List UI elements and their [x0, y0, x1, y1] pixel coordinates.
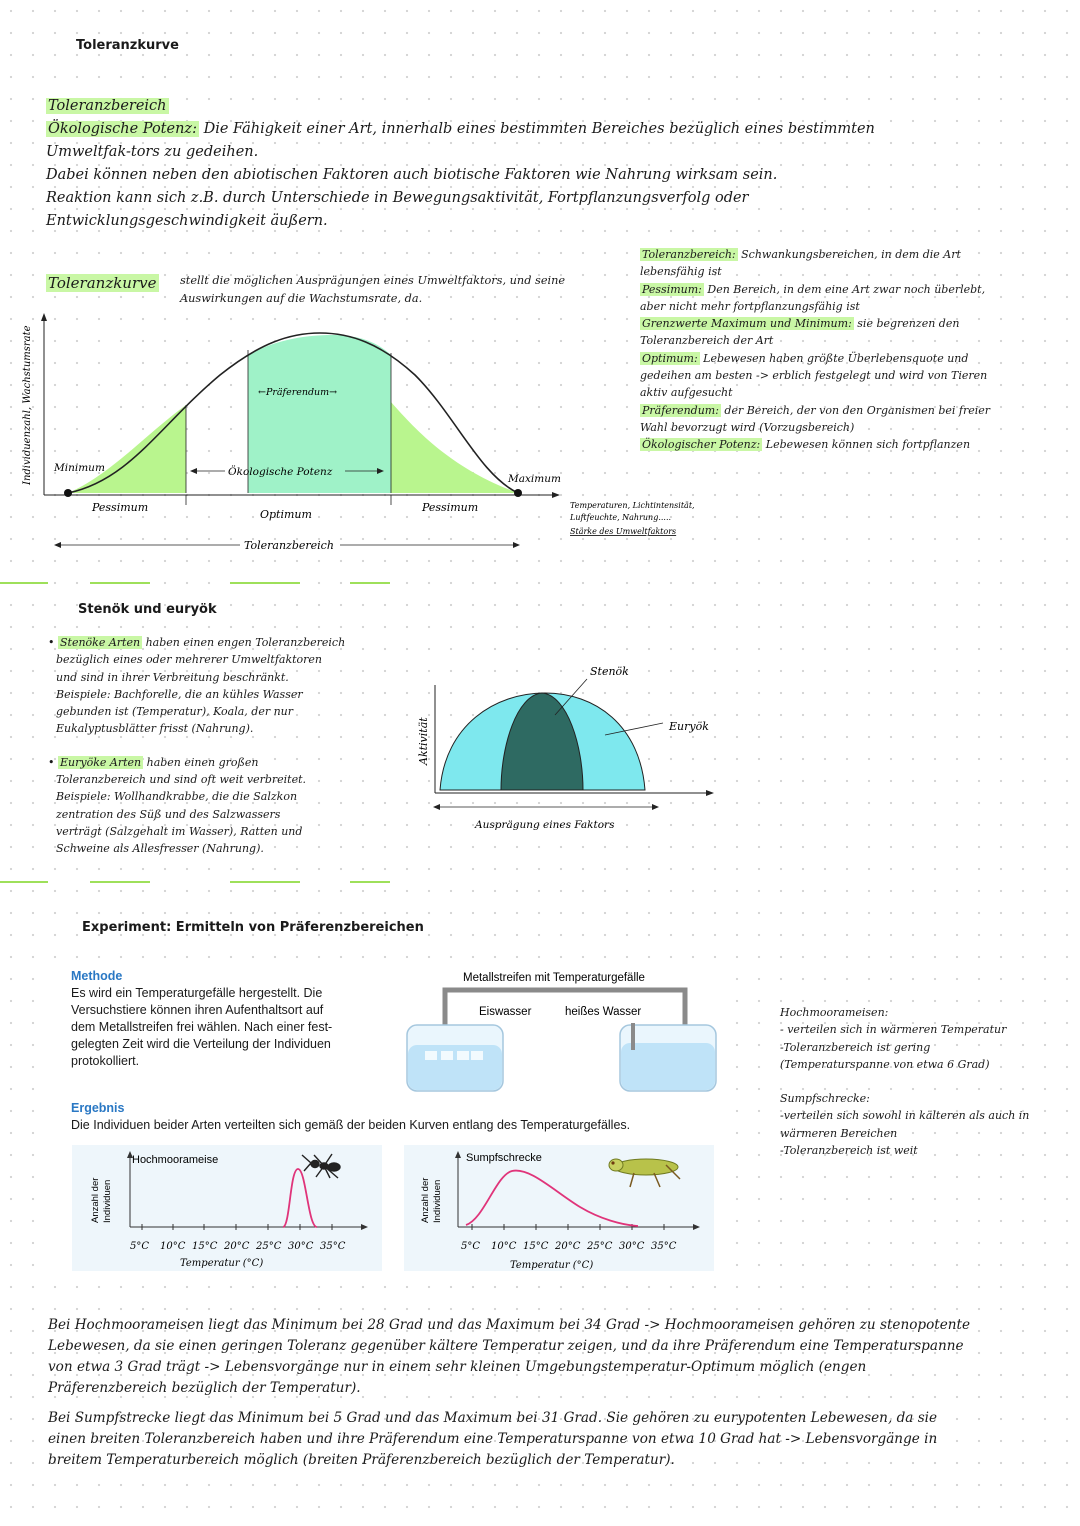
separator — [90, 881, 150, 883]
x-tick-label: 25°C — [256, 1241, 282, 1252]
y-label-2: Individuen — [432, 1179, 443, 1223]
stenoek-label: Stenök — [590, 665, 629, 678]
hochmoorameise-chart — [72, 1145, 382, 1271]
pessimum-left-label: Pessimum — [92, 501, 149, 514]
toleranzkurve-desc: stellt die möglichen Ausprägungen eines Umweltfaktors, und seine Auswirkungen auf die Wachstumsrate, da. — [180, 274, 566, 305]
minimum-point — [64, 489, 72, 497]
x-axis-label-3: Stärke des Umweltfaktors — [570, 527, 677, 536]
maximum-point — [514, 489, 522, 497]
separator — [350, 881, 390, 883]
x-tick-label: 10°C — [160, 1241, 186, 1252]
heisses-wasser-label: heißes Wasser — [565, 1006, 642, 1018]
x-axis-label-1: Temperaturen, Lichtintensität, — [570, 501, 695, 510]
y-axis-label: Individuenzahl, Wachstumsrate — [22, 325, 33, 485]
hoch-title: Hochmoorameisen: — [780, 1006, 889, 1019]
x-tick-label: 35°C — [651, 1241, 677, 1252]
minimum-label: Minimum — [54, 462, 105, 474]
potenz-text: Die Fähigkeit einer Art, innerhalb eines bestimmten Bereiches bezüglich eines bestimmten — [203, 121, 875, 137]
potenz-term: Ökologische Potenz: — [48, 121, 197, 137]
ergebnis-title: Ergebnis — [71, 1101, 125, 1115]
y-label-1: Anzahl der — [90, 1177, 101, 1223]
x-tick-label: 20°C — [224, 1241, 250, 1252]
separator — [350, 582, 390, 584]
def-term: Toleranzbereich: — [642, 248, 736, 261]
def-term: Ökologischer Potenz: — [642, 438, 761, 452]
pessimum-left-fill — [68, 405, 186, 493]
intro-line-3: Dabei können neben den abiotischen Faktoren auch biotische Faktoren wie Nahrung wirksam sein. — [46, 167, 778, 183]
x-axis-title: Temperatur (°C) — [510, 1260, 594, 1271]
species-notes: Hochmoorameisen: - verteilen sich in wärmeren Temperatur -Toleranzbereich ist gering (Temperaturspanne von etwa 6 Grad) Sumpfschrecke: -verteilen sich sowohl in kälteren als auch in wärmeren Bereichen -Toleranzbereich ist weit — [780, 1004, 1070, 1159]
sumpfschrecke-chart — [404, 1145, 714, 1271]
apparatus-title: Metallstreifen mit Temperaturgefälle — [463, 972, 645, 984]
x-axis-title: Temperatur (°C) — [180, 1258, 264, 1269]
maximum-label: Maximum — [508, 473, 561, 485]
separator — [90, 582, 150, 584]
faktor-label: Ausprägung eines Faktors — [475, 819, 615, 831]
optimum-label: Optimum — [260, 508, 312, 521]
euryoek-label: Euryök — [669, 720, 709, 733]
methode-block: Methode Es wird ein Temperaturgefälle hergestellt. Die Versuchstiere können ihren Aufenthaltsort auf dem Metallstreifen frei wählen. Nach einer fest- gelegten Zeit wird die Verteilung der Individuen protokolliert. — [71, 968, 401, 1070]
y-label-1: Anzahl der — [420, 1177, 431, 1223]
x-axis-label-2: Luftfeuchte, Nahrung..... — [570, 513, 672, 522]
def-term: Optimum: — [642, 351, 698, 365]
intro-line-4: Reaktion kann sich z.B. durch Unterschiede in Bewegungsaktivität, Fortpflanzungsverfolg oder — [46, 190, 749, 206]
chart-right-title: Sumpfschrecke — [466, 1152, 542, 1164]
def-term: Präferendum: — [642, 403, 719, 417]
page-title: Toleranzkurve — [76, 38, 179, 53]
intro-heading: Toleranzbereich — [48, 98, 167, 114]
potenz-text-cont: Umweltfak-tors zu gedeihen. — [46, 144, 259, 160]
conclusion-paragraph-2: Bei Sumpfstrecke liegt das Minimum bei 5 Grad und das Maximum bei 31 Grad. Sie gehören zu eurypotenten Lebewesen, da sie einen breiten Toleranzbereich haben und ihre Präferendum eine Temperaturspanne von etwa 10 Grad hat -> Lebensvorgänge in breitem Temperaturbereich möglich (breiten Präferenzbereich bezüglich der Temperatur). — [48, 1410, 938, 1468]
y-label-2: Individuen — [102, 1179, 113, 1223]
tolerance-curve-diagram — [0, 305, 740, 560]
separator — [230, 582, 300, 584]
stenoek-euryoek-chart — [405, 655, 735, 840]
stenoek-heading: Stenök und euryök — [78, 602, 217, 617]
oekopotenz-label: Ökologische Potenz — [228, 466, 333, 478]
x-tick-label: 5°C — [461, 1241, 481, 1252]
x-tick-label: 25°C — [587, 1241, 613, 1252]
stenoek-text: • Stenöke Arten haben einen engen Toleranzbereich bezüglich eines oder mehrerer Umweltfaktoren und sind in ihrer Verbreitung beschränkt. Beispiele: Bachforelle, die an kühles Wasser gebunden ist (Temperatur), Koala, der nur Eukalyptusblätter frisst (Nahrung). • Euryöke Arten haben einen großen Toleranzbereich und sind oft weit verbreitet. Beispiele: Wollhandkrabbe, die die Salzkon zentration des Süß und des Salzwassers verträgt (Salzgehalt im Wasser), Ratten und Schweine als Allesfresser (Nahrung). — [48, 636, 346, 856]
separator — [0, 881, 48, 883]
x-tick-label: 15°C — [523, 1241, 549, 1252]
separator — [0, 582, 48, 584]
apparatus-illustration — [395, 965, 725, 1100]
aktivitaet-label: Aktivität — [417, 717, 430, 765]
x-tick-label: 10°C — [491, 1241, 517, 1252]
toleranzbereich-label: Toleranzbereich — [244, 539, 334, 552]
x-tick-label: 30°C — [619, 1241, 645, 1252]
def-term: Grenzwerte Maximum und Minimum: — [642, 317, 852, 331]
toleranzkurve-label: Toleranzkurve — [48, 274, 157, 292]
eiswasser-label: Eiswasser — [479, 1006, 532, 1018]
praeferendum-label: ←Präferendum→ — [258, 387, 338, 398]
ergebnis-block — [71, 1100, 731, 1134]
def-term: Pessimum: — [642, 282, 702, 296]
conclusion-paragraph-1: Bei Hochmoorameisen liegt das Minimum bei 28 Grad und das Maximum bei 34 Grad -> Hochmoorameisen gehören zu stenopotente Lebewesen, da sie einen geringen Toleranz gegenüber kältere Temperatur zeigen, und da ihre Präferendum eine Temperaturspanne von etwa 3 Grad trägt -> Lebensvorgänge nur in einem sehr kleinen Umgebungstemperatur-Optimum möglich (engen Präferenzbereich bezüglich der Temperatur). — [48, 1317, 971, 1396]
experiment-heading: Experiment: Ermitteln von Präferenzbereichen — [82, 920, 424, 935]
definitions-list: Toleranzbereich: Schwankungsbereichen, in dem die Art lebensfähig ist Pessimum: Den Bereich, in dem eine Art zwar noch überlebt, aber nicht mehr fortpflanzungsfähig ist Grenzwerte Maximum und Minimum: sie begrenzen den Toleranzbereich der Art Optimum: Lebewesen haben größte Überlebensquote und gedeihen am besten -> erblich festgelegt und wird von Tieren aktiv aufgesucht Präferendum: der Bereich, der von den Organismen bei freier Wahl bevorzugt wird (Vorzugsbereich) Ökologischer Potenz: Lebewesen können sich fortpflanzen — [640, 248, 991, 452]
methode-title: Methode — [71, 969, 123, 983]
chart-left-title: Hochmoorameise — [132, 1154, 219, 1166]
intro-line-5: Entwicklungsgeschwindigkeit äußern. — [46, 213, 328, 229]
intro-section — [46, 95, 1036, 233]
x-tick-label: 20°C — [555, 1241, 581, 1252]
x-tick-label: 35°C — [320, 1241, 346, 1252]
x-tick-label: 30°C — [288, 1241, 314, 1252]
ergebnis-text: Die Individuen beider Arten verteilten sich gemäß der beiden Kurven entlang des Temperaturgefälles. — [71, 1118, 631, 1132]
separator — [230, 881, 300, 883]
x-tick-label: 5°C — [130, 1241, 150, 1252]
sumpf-title: Sumpfschrecke: — [780, 1092, 870, 1106]
pessimum-right-label: Pessimum — [422, 501, 479, 514]
x-tick-label: 15°C — [192, 1241, 218, 1252]
